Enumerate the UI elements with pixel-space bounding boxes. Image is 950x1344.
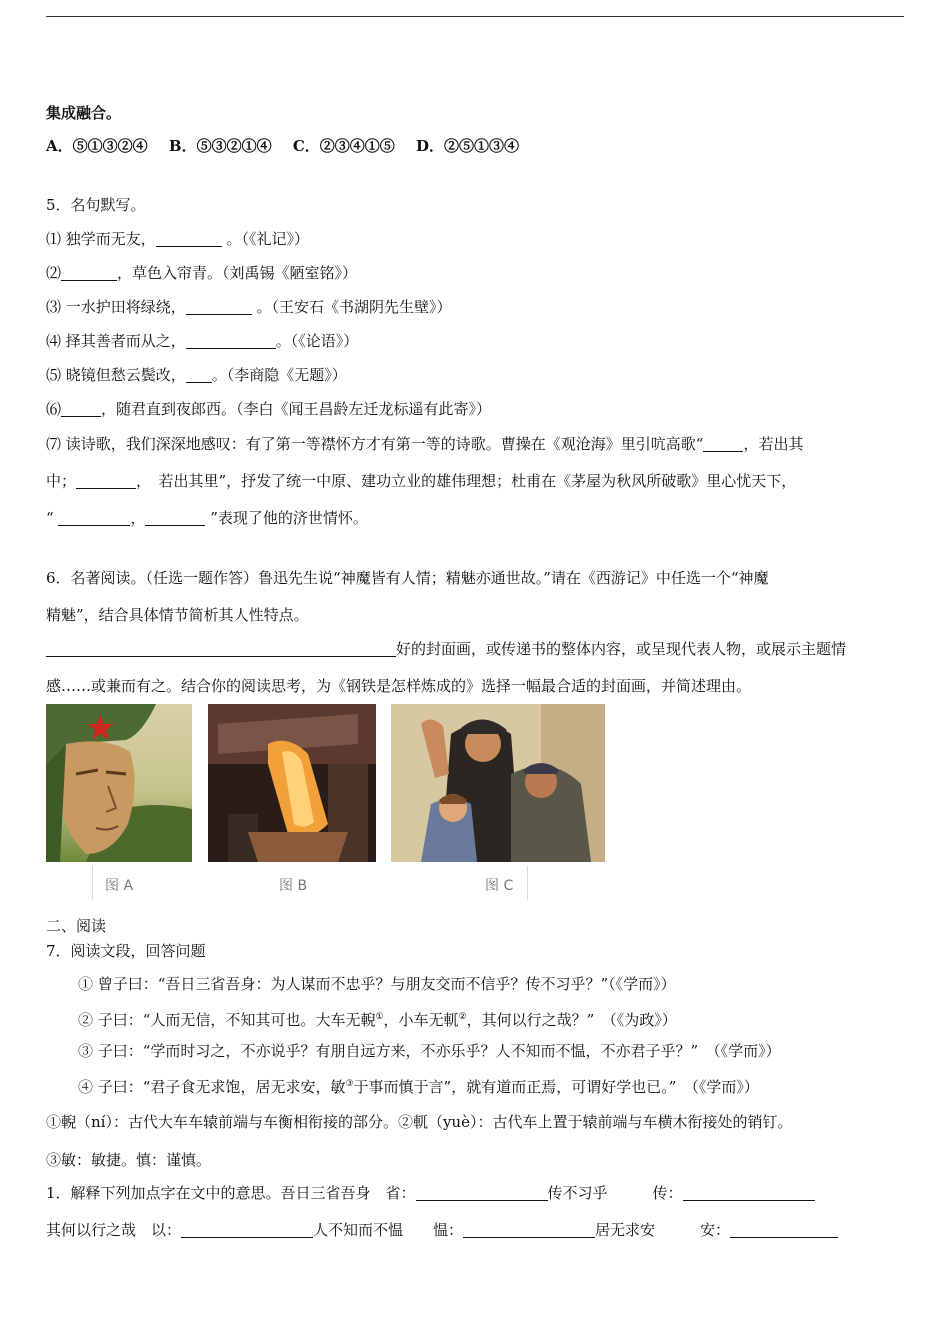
figure-c-caption: 图 C [485, 878, 514, 894]
cover-figures [46, 704, 606, 864]
figure-b-caption: 图 B [279, 878, 308, 894]
blank[interactable] [463, 1221, 595, 1238]
q5-line-1: ⑴ 独学而无友， 。（《礼记》） [46, 230, 310, 248]
figure-captions [92, 866, 528, 900]
blank[interactable] [145, 509, 205, 526]
section-heading: 二、阅读 [46, 917, 107, 935]
q4-options [46, 136, 535, 156]
blank[interactable] [416, 1184, 548, 1201]
blank[interactable] [186, 366, 212, 383]
blank[interactable] [76, 472, 136, 489]
blank[interactable] [186, 332, 276, 349]
blank[interactable] [730, 1221, 838, 1238]
passage-2: ② 子曰：“人而无信，不知其可也。大车无輗①，小车无軏②，其何以行之哉？” （《为政》） [78, 1011, 677, 1029]
blank[interactable] [186, 298, 252, 315]
blank[interactable] [181, 1221, 313, 1238]
blank[interactable] [58, 509, 130, 526]
q5-line-5: ⑸ 晓镜但愁云鬓改， 。（李商隐《无题》） [46, 366, 347, 384]
q4-tail: 集成融合。 [46, 104, 122, 122]
figure-a-caption: 图 A [105, 878, 134, 894]
option-c: C．②③④①⑤ [292, 137, 395, 155]
q5-line-8: 中； ， 若出其里”，抒发了统一中原、建功立业的雄伟理想；杜甫在《茅屋为秋风所破歌》里心忧天下， [46, 472, 797, 490]
top-rule [46, 16, 904, 17]
q6-line-1: 6．名著阅读。（任选一题作答）鲁迅先生说“神魔皆有人情；精魅亦通世故。”请在《西游记》中任选一个“神魔 [46, 569, 769, 587]
q7-title: 7．阅读文段，回答问题 [46, 942, 206, 960]
passage-4: ④ 子曰：“君子食无求饱，居无求安，敏③于事而慎于言”，就有道而正焉，可谓好学也已。” （《学而》） [78, 1078, 759, 1096]
q5-line-7: ⑺ 读诗歌，我们深深地感叹：有了第一等襟怀方才有第一等的诗歌。曹操在《观沧海》里引吭高歌“ ，若出其 [46, 435, 804, 453]
passage-1: ① 曾子曰：“吾日三省吾身：为人谋而不忠乎？与朋友交而不信乎？传不习乎？”（《学而》） [78, 975, 676, 993]
blank[interactable] [61, 264, 117, 281]
blank[interactable] [703, 435, 743, 452]
sub-question-1-line-1: 1．解释下列加点字在文中的意思。吾日三省吾身 省： 传不习乎 传： [46, 1183, 815, 1203]
answer-line[interactable] [46, 640, 396, 657]
option-b: B．⑤③②①④ [168, 137, 272, 155]
q5-line-2: ⑵ ，草色入帘青。（刘禹锡《陋室铭》） [46, 264, 358, 282]
blank[interactable] [156, 230, 222, 247]
note-1: ①輗（ní）：古代大车车辕前端与车衡相衔接的部分。②軏（yuè）：古代车上置于辕前端与车横木衔接处的销钉。 [46, 1113, 793, 1131]
figure-a-image [46, 704, 192, 862]
q6-line-2: 精魅”，结合具体情节简析其人性特点。 [46, 606, 309, 624]
blank[interactable] [61, 400, 101, 417]
q5-line-4: ⑷ 择其善者而从之， 。（《论语》） [46, 332, 359, 350]
blank[interactable] [683, 1184, 815, 1201]
sub-question-1-line-2: 其何以行之哉 以： 人不知而不愠 愠： 居无求安 安： [46, 1220, 838, 1240]
q6-line-3: 好的封面画，或传递书的整体内容，或呈现代表人物，或展示主题情 [46, 639, 846, 659]
note-2: ③敏：敏捷。慎：谨慎。 [46, 1151, 212, 1169]
passage-3: ③ 子曰：“学而时习之，不亦说乎？有朋自远方来，不亦乐乎？人不知而不愠，不亦君子乎？” （《学而》） [78, 1042, 781, 1060]
figure-b-image [208, 704, 376, 862]
option-d: D．②⑤①③④ [416, 137, 520, 155]
figure-c-image [391, 704, 605, 862]
q5-line-9: “ ， ”表现了他的济世情怀。 [46, 509, 368, 527]
option-a: A．⑤①③②④ [46, 137, 148, 155]
q5-line-3: ⑶ 一水护田将绿绕， 。（王安石《书湖阴先生壁》） [46, 298, 452, 316]
q5-line-6: ⑹ ，随君直到夜郎西。（李白《闻王昌龄左迁龙标遥有此寄》） [46, 400, 492, 418]
q5-title: 5．名句默写。 [46, 196, 146, 214]
q6-line-4: 感……或兼而有之。结合你的阅读思考，为《钢铁是怎样炼成的》选择一幅最合适的封面画，并简述理由。 [46, 677, 752, 695]
